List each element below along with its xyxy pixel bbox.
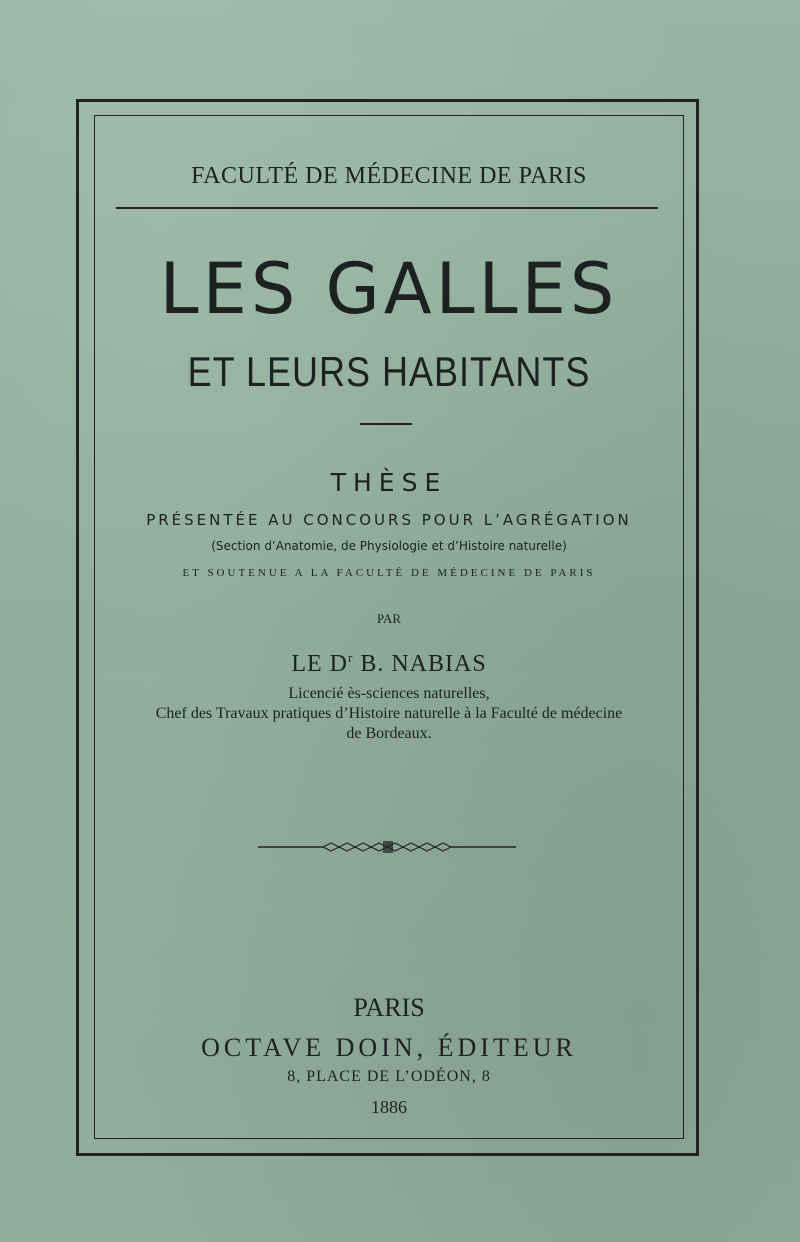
publisher-name: OCTAVE DOIN, ÉDITEUR: [201, 1033, 577, 1062]
top-divider: [116, 207, 658, 209]
short-divider: [360, 423, 412, 425]
presented-line: PRÉSENTÉE AU CONCOURS POUR L’AGRÉGATION: [146, 511, 632, 529]
credential-line-1: Licencié ès-sciences naturelles,: [288, 685, 490, 702]
author-name: [94, 650, 684, 678]
publisher-address: 8, PLACE DE L’ODÉON, 8: [287, 1068, 491, 1085]
faculty-heading: FACULTÉ DE MÉDECINE DE PARIS: [191, 163, 587, 189]
publication-year: 1886: [371, 1097, 407, 1117]
credential-line-3: de Bordeaux.: [346, 725, 432, 742]
ornamental-rule-icon: [258, 838, 516, 856]
thesis-label: THÈSE: [330, 468, 448, 497]
by-label: PAR: [376, 611, 402, 626]
defended-line: ET SOUTENUE A LA FACULTÉ DE MÉDECINE DE PARIS: [182, 567, 596, 579]
publication-city: PARIS: [353, 993, 425, 1022]
author-sup: r: [347, 650, 354, 665]
credential-line-2: Chef des Travaux pratiques d’Histoire naturelle à la Faculté de médecine: [155, 705, 623, 722]
book-title: LES GALLES: [159, 248, 619, 330]
section-line: (Section d’Anatomie, de Physiologie et d’Histoire naturelle): [211, 539, 567, 553]
author-surname: B. NABIAS: [353, 651, 487, 677]
author-prefix: LE D: [291, 651, 348, 677]
book-subtitle: ET LEURS HABITANTS: [187, 348, 591, 396]
